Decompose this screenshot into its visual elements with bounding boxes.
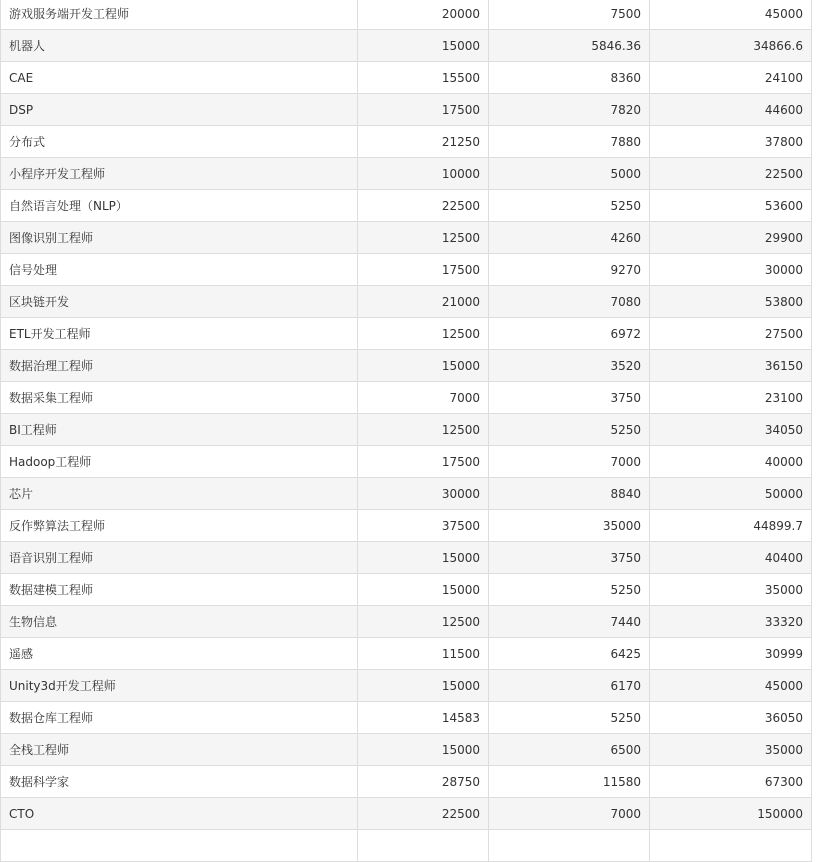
job-title-cell: 信号处理: [1, 254, 358, 286]
value-cell-3: [650, 830, 812, 862]
value-cell-3: 45000: [650, 0, 812, 30]
value-cell-2: 5846.36: [489, 30, 650, 62]
value-cell-2: 3750: [489, 382, 650, 414]
value-cell-3: 35000: [650, 574, 812, 606]
job-title-cell: [1, 830, 358, 862]
value-cell-1: 20000: [358, 0, 489, 30]
job-title-cell: 数据科学家: [1, 766, 358, 798]
value-cell-1: 30000: [358, 478, 489, 510]
value-cell-1: 15000: [358, 350, 489, 382]
value-cell-3: 44899.7: [650, 510, 812, 542]
value-cell-2: [489, 830, 650, 862]
table-row: [1, 830, 812, 862]
value-cell-3: 150000: [650, 798, 812, 830]
job-title-cell: 数据采集工程师: [1, 382, 358, 414]
table-row: [1, 478, 812, 510]
value-cell-2: 5250: [489, 414, 650, 446]
value-cell-3: 40000: [650, 446, 812, 478]
job-title-cell: 全栈工程师: [1, 734, 358, 766]
table-row: [1, 734, 812, 766]
job-title-cell: ETL开发工程师: [1, 318, 358, 350]
value-cell-2: 3520: [489, 350, 650, 382]
table-row: [1, 350, 812, 382]
value-cell-1: 12500: [358, 606, 489, 638]
job-title-cell: 分布式: [1, 126, 358, 158]
table-row: [1, 286, 812, 318]
value-cell-1: 22500: [358, 798, 489, 830]
value-cell-2: 7080: [489, 286, 650, 318]
value-cell-3: 30000: [650, 254, 812, 286]
table-row: [1, 158, 812, 190]
job-title-cell: 数据仓库工程师: [1, 702, 358, 734]
job-title-cell: 区块链开发: [1, 286, 358, 318]
value-cell-2: 7500: [489, 0, 650, 30]
value-cell-2: 5000: [489, 158, 650, 190]
job-title-cell: 遥感: [1, 638, 358, 670]
table-row: [1, 638, 812, 670]
job-title-cell: 游戏服务端开发工程师: [1, 0, 358, 30]
value-cell-3: 44600: [650, 94, 812, 126]
job-title-cell: DSP: [1, 94, 358, 126]
value-cell-1: 15000: [358, 734, 489, 766]
table-row: [1, 414, 812, 446]
job-title-cell: 数据建模工程师: [1, 574, 358, 606]
value-cell-3: 34866.6: [650, 30, 812, 62]
value-cell-3: 24100: [650, 62, 812, 94]
value-cell-2: 35000: [489, 510, 650, 542]
job-title-cell: 生物信息: [1, 606, 358, 638]
job-title-cell: CAE: [1, 62, 358, 94]
job-title-cell: 芯片: [1, 478, 358, 510]
value-cell-2: 11580: [489, 766, 650, 798]
job-title-cell: CTO: [1, 798, 358, 830]
value-cell-1: 15500: [358, 62, 489, 94]
table-row: [1, 702, 812, 734]
table-row: [1, 798, 812, 830]
table-body: [1, 0, 812, 862]
value-cell-1: 37500: [358, 510, 489, 542]
table-row: [1, 94, 812, 126]
value-cell-2: 8840: [489, 478, 650, 510]
job-title-cell: Hadoop工程师: [1, 446, 358, 478]
table-row: [1, 670, 812, 702]
table-row: [1, 542, 812, 574]
value-cell-1: [358, 830, 489, 862]
table-row: [1, 0, 812, 30]
value-cell-3: 53600: [650, 190, 812, 222]
value-cell-2: 5250: [489, 190, 650, 222]
value-cell-1: 21000: [358, 286, 489, 318]
value-cell-3: 34050: [650, 414, 812, 446]
value-cell-1: 10000: [358, 158, 489, 190]
table-row: [1, 446, 812, 478]
value-cell-1: 12500: [358, 414, 489, 446]
value-cell-1: 21250: [358, 126, 489, 158]
table-row: [1, 318, 812, 350]
value-cell-2: 7880: [489, 126, 650, 158]
value-cell-1: 12500: [358, 318, 489, 350]
value-cell-3: 50000: [650, 478, 812, 510]
value-cell-1: 11500: [358, 638, 489, 670]
value-cell-2: 6425: [489, 638, 650, 670]
table-row: [1, 574, 812, 606]
table-row: [1, 222, 812, 254]
table-row: [1, 766, 812, 798]
value-cell-2: 8360: [489, 62, 650, 94]
value-cell-1: 12500: [358, 222, 489, 254]
value-cell-1: 17500: [358, 254, 489, 286]
value-cell-3: 33320: [650, 606, 812, 638]
value-cell-1: 15000: [358, 670, 489, 702]
table-row: [1, 254, 812, 286]
value-cell-3: 36150: [650, 350, 812, 382]
value-cell-3: 45000: [650, 670, 812, 702]
job-title-cell: 反作弊算法工程师: [1, 510, 358, 542]
value-cell-1: 28750: [358, 766, 489, 798]
table-row: [1, 510, 812, 542]
value-cell-1: 15000: [358, 542, 489, 574]
value-cell-3: 23100: [650, 382, 812, 414]
value-cell-2: 7000: [489, 798, 650, 830]
job-title-cell: 数据治理工程师: [1, 350, 358, 382]
job-title-cell: 自然语言处理（NLP）: [1, 190, 358, 222]
value-cell-3: 22500: [650, 158, 812, 190]
value-cell-2: 4260: [489, 222, 650, 254]
value-cell-2: 7440: [489, 606, 650, 638]
job-title-cell: 语音识别工程师: [1, 542, 358, 574]
value-cell-3: 27500: [650, 318, 812, 350]
value-cell-1: 15000: [358, 30, 489, 62]
value-cell-3: 40400: [650, 542, 812, 574]
value-cell-3: 36050: [650, 702, 812, 734]
value-cell-1: 17500: [358, 446, 489, 478]
table-row: [1, 30, 812, 62]
value-cell-1: 17500: [358, 94, 489, 126]
table-row: [1, 606, 812, 638]
value-cell-1: 14583: [358, 702, 489, 734]
value-cell-3: 67300: [650, 766, 812, 798]
value-cell-2: 6500: [489, 734, 650, 766]
value-cell-1: 15000: [358, 574, 489, 606]
table-row: [1, 62, 812, 94]
value-cell-3: 29900: [650, 222, 812, 254]
value-cell-2: 9270: [489, 254, 650, 286]
value-cell-2: 7000: [489, 446, 650, 478]
value-cell-3: 53800: [650, 286, 812, 318]
table-row: [1, 126, 812, 158]
value-cell-2: 6170: [489, 670, 650, 702]
job-title-cell: 图像识别工程师: [1, 222, 358, 254]
value-cell-2: 5250: [489, 574, 650, 606]
table-row: [1, 190, 812, 222]
value-cell-2: 5250: [489, 702, 650, 734]
job-title-cell: 小程序开发工程师: [1, 158, 358, 190]
value-cell-2: 7820: [489, 94, 650, 126]
job-title-cell: 机器人: [1, 30, 358, 62]
value-cell-2: 3750: [489, 542, 650, 574]
value-cell-2: 6972: [489, 318, 650, 350]
value-cell-1: 7000: [358, 382, 489, 414]
job-title-cell: Unity3d开发工程师: [1, 670, 358, 702]
job-title-cell: BI工程师: [1, 414, 358, 446]
value-cell-3: 30999: [650, 638, 812, 670]
value-cell-3: 37800: [650, 126, 812, 158]
table-row: [1, 382, 812, 414]
value-cell-1: 22500: [358, 190, 489, 222]
value-cell-3: 35000: [650, 734, 812, 766]
